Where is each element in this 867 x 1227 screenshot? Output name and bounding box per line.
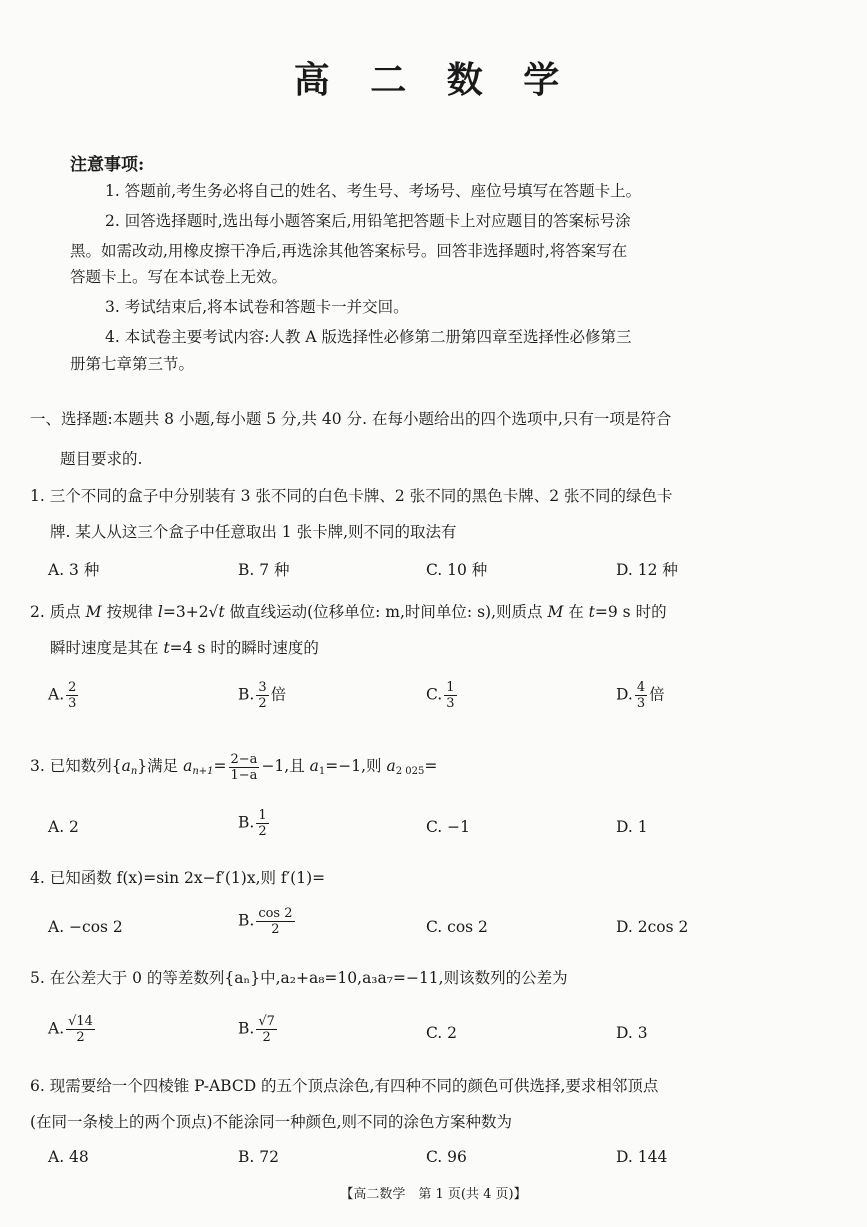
notice-item-4: 4. 本试卷主要考试内容:人教 A 版选择性必修第二册第四章至选择性必修第三 [105, 328, 632, 346]
question-1-text-cont: 牌. 某人从这三个盒子中任意取出 1 张卡牌,则不同的取法有 [50, 523, 457, 541]
q1-option-b: B. 7 种 [238, 561, 290, 579]
notice-heading: 注意事项: [70, 155, 145, 175]
q4-option-b: B. $\frac{\cos 2}{2}$ [238, 906, 293, 937]
notice-item-1: 1. 答题前,考生务必将自己的姓名、考生号、考场号、座位号填写在答题卡上。 [105, 182, 642, 200]
q2-option-b: B. $\frac{3}{2}$ 倍 [238, 680, 287, 711]
q3-option-a: A. 2 [48, 818, 79, 836]
q3-option-d: D. 1 [616, 818, 648, 836]
q5-option-d: D. 3 [616, 1024, 648, 1042]
q2-option-c: C. $\frac{1}{3}$ [426, 680, 455, 711]
q3-option-b: B. $\frac{1}{2}$ [238, 808, 267, 839]
notice-item-3: 3. 考试结束后,将本试卷和答题卡一并交回。 [105, 298, 409, 316]
question-5-text: 5. 在公差大于 0 的等差数列{aₙ}中,a₂+a₈=10,a₃a₇=−11,则该数列的公差为 [30, 969, 568, 987]
q5-option-a: A. $\frac{√14}{2}$ [48, 1014, 93, 1045]
question-3-text: 3. 已知数列$\{a_n\}$满足 $a_{n+1}=$ $\frac{2-a}{1-a}$ −1,且 $a_1=-1$,则 $a_{2 025}=$ [30, 751, 438, 783]
q5-option-b: B. $\frac{√7}{2}$ [238, 1014, 275, 1045]
notice-item-2-cont: 黑。如需改动,用橡皮擦干净后,再选涂其他答案标号。回答非选择题时,将答案写在 [70, 242, 628, 260]
question-2-text-cont: 瞬时速度是其在 t=4 s 时的瞬时速度的 [50, 639, 319, 657]
question-2-text: 2. 质点 M 按规律 l=3+2√t 做直线运动(位移单位: m,时间单位: s),则质点 M 在 t=9 s 时的 [30, 603, 667, 621]
section-heading-cont: 题目要求的. [60, 450, 143, 468]
notice-item-4-cont: 册第七章第三节。 [70, 355, 195, 373]
q6-option-a: A. 48 [48, 1148, 89, 1166]
q1-option-c: C. 10 种 [426, 561, 488, 579]
question-6-text-cont: (在同一条棱上的两个顶点)不能涂同一种颜色,则不同的涂色方案种数为 [30, 1113, 513, 1131]
question-1-text: 1. 三个不同的盒子中分别装有 3 张不同的白色卡牌、2 张不同的黑色卡牌、2 张不同的绿色卡 [30, 487, 673, 505]
notice-item-2: 2. 回答选择题时,选出每小题答案后,用铅笔把答题卡上对应题目的答案标号涂 [105, 212, 631, 230]
q4-option-d: D. 2cos 2 [616, 918, 689, 936]
notice-item-2-end: 答题卡上。写在本试卷上无效。 [70, 268, 288, 286]
q6-option-b: B. 72 [238, 1148, 279, 1166]
q2-option-d: D. $\frac{4}{3}$ 倍 [616, 680, 665, 711]
q1-option-a: A. 3 种 [48, 561, 100, 579]
section-heading: 一、选择题:本题共 8 小题,每小题 5 分,共 40 分. 在每小题给出的四个选项中,只有一项是符合 [30, 410, 672, 428]
q6-option-d: D. 144 [616, 1148, 668, 1166]
question-6-text: 6. 现需要给一个四棱锥 P-ABCD 的五个顶点涂色,有四种不同的颜色可供选择,要求相邻顶点 [30, 1077, 659, 1095]
page-footer: 【高二数学 第 1 页(共 4 页)】 [340, 1187, 527, 1202]
question-4-text: 4. 已知函数 f(x)=sin 2x−f′(1)x,则 f′(1)= [30, 869, 326, 887]
q4-option-c: C. cos 2 [426, 918, 488, 936]
q3-option-c: C. −1 [426, 818, 471, 836]
q4-option-a: A. −cos 2 [48, 918, 123, 936]
q1-option-d: D. 12 种 [616, 561, 678, 579]
q6-option-c: C. 96 [426, 1148, 467, 1166]
q2-option-a: A. $\frac{2}{3}$ [48, 680, 77, 711]
q5-option-c: C. 2 [426, 1024, 458, 1042]
page-title: 高 二 数 学 [293, 59, 574, 101]
